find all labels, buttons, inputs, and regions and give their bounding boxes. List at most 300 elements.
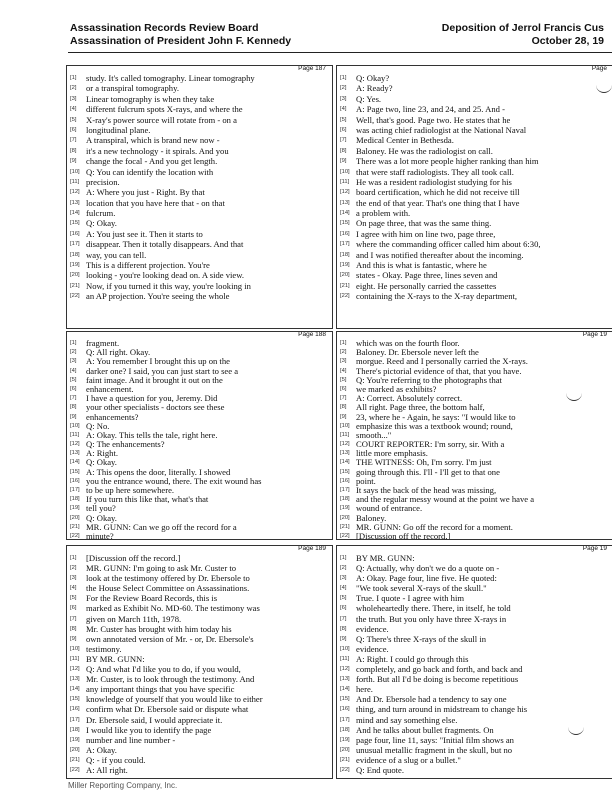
line-text: MR. GUNN: Go off the record for a moment.: [356, 522, 513, 532]
line-number: [10]: [70, 168, 80, 175]
line-text: Q: Actually, why don't we do a quote on -: [356, 563, 500, 574]
transcript-line: [337, 281, 612, 291]
line-number: [18]: [70, 496, 80, 503]
line-number: [20]: [70, 746, 80, 753]
transcript-line: [67, 431, 332, 440]
transcript-line: [67, 187, 332, 197]
line-number: [14]: [340, 210, 350, 217]
line-text: MR. GUNN: I'm going to ask Mr. Custer to: [86, 563, 237, 574]
line-number: [8]: [340, 404, 347, 411]
line-number: [13]: [70, 450, 80, 457]
transcript-line: [67, 198, 332, 208]
transcript-line: [337, 684, 612, 694]
transcript-page-right-bottom: [336, 545, 612, 779]
line-number: [21]: [70, 282, 80, 289]
line-text: testimony.: [86, 643, 122, 654]
line-number: [17]: [340, 241, 350, 248]
transcript-line: [337, 765, 612, 775]
line-number: [22]: [70, 532, 80, 539]
page-number-label: Page 19: [582, 331, 607, 338]
line-text: little more emphasis.: [356, 449, 428, 459]
transcript-line: [337, 218, 612, 228]
transcript-line: [67, 694, 332, 704]
line-number: [1]: [340, 555, 347, 561]
line-number: [1]: [340, 340, 347, 346]
line-number: [5]: [70, 595, 77, 602]
transcript-line: [67, 553, 332, 563]
line-number: [19]: [340, 736, 350, 743]
line-number: [3]: [70, 358, 77, 365]
line-text: where the commanding officer called him about 6:30,: [356, 239, 541, 250]
line-text: wholeheartedly there. There, in itself, he told: [356, 603, 511, 614]
line-number: [5]: [70, 376, 77, 383]
line-text: a problem with.: [356, 208, 411, 219]
transcript-line: [67, 593, 332, 603]
line-number: [12]: [340, 441, 350, 448]
line-number: [9]: [70, 158, 77, 165]
transcript-line: [337, 735, 612, 745]
line-text: Q: All right. Okay.: [86, 348, 151, 358]
line-text: A: You remember I brought this up on the: [86, 357, 230, 367]
line-text: mind and say something else.: [356, 714, 458, 725]
line-number: [8]: [70, 625, 77, 632]
line-text: study. It's called tomography. Linear tomography: [86, 73, 255, 83]
line-text: tell you?: [86, 504, 116, 514]
transcript-line: [337, 208, 612, 218]
transcript-line: [337, 198, 612, 208]
line-number: [11]: [70, 431, 80, 438]
line-text: Q: No.: [86, 421, 110, 431]
line-number: [8]: [70, 147, 77, 154]
line-number: [21]: [340, 756, 350, 763]
line-text: And Dr. Ebersole had a tendency to say one: [356, 694, 507, 705]
transcript-line: [67, 664, 332, 674]
line-number: [15]: [340, 468, 350, 475]
line-text: evidence of a slug or a bullet.": [356, 754, 461, 765]
line-text: number and line number -: [86, 734, 176, 745]
transcript-line: [67, 583, 332, 593]
footer-reporter: Miller Reporting Company, Inc.: [68, 781, 178, 790]
transcript-line: [67, 104, 332, 114]
line-text: any important things that you have specific: [86, 684, 235, 695]
line-text: I have a question for you, Jeremy. Did: [86, 394, 218, 404]
line-text: here.: [356, 684, 373, 695]
line-number: [16]: [70, 706, 80, 713]
line-text: precision.: [86, 176, 120, 187]
transcript-line: [337, 94, 612, 104]
transcript-line: [67, 348, 332, 357]
line-number: [16]: [70, 477, 80, 484]
line-text: we marked as exhibits?: [356, 384, 437, 394]
header-date: October 28, 19: [531, 35, 604, 47]
line-number: [1]: [70, 340, 77, 346]
transcript-line: [67, 745, 332, 755]
line-number: [22]: [340, 532, 350, 539]
transcript-line: [337, 339, 612, 348]
transcript-line: [337, 674, 612, 684]
line-number: [19]: [340, 262, 350, 269]
line-text: There was a lot more people higher ranking than him: [356, 156, 539, 167]
transcript-line: [67, 270, 332, 280]
line-number: [10]: [340, 645, 350, 652]
line-number: [2]: [340, 565, 347, 572]
transcript-lines: [67, 339, 332, 540]
line-number: [7]: [340, 395, 347, 402]
line-text: If you turn this like that, what's that: [86, 495, 209, 505]
line-text: Q: Okay.: [86, 513, 117, 523]
line-text: He was a resident radiologist studying for his: [356, 176, 512, 187]
transcript-line: [67, 468, 332, 477]
line-number: [11]: [70, 178, 80, 185]
line-number: [12]: [340, 666, 350, 673]
line-number: [4]: [70, 367, 77, 374]
transcript-line: [337, 115, 612, 125]
line-text: A: Okay. This tells the tale, right here.: [86, 430, 218, 440]
line-text: unusual metallic fragment in the skull, but no: [356, 744, 513, 755]
transcript-line: [67, 125, 332, 135]
transcript-line: [67, 573, 332, 583]
page-number-label: Page: [591, 65, 607, 72]
line-text: that were staff radiologists. They all took call.: [356, 166, 514, 177]
transcript-line: [67, 614, 332, 624]
line-text: This is a different projection. You're: [86, 260, 210, 271]
page-number-label: Page 189: [298, 545, 326, 552]
line-text: fragment.: [86, 339, 120, 348]
line-number: [7]: [70, 615, 77, 622]
transcript-line: [337, 156, 612, 166]
line-number: [9]: [70, 413, 77, 420]
line-number: [12]: [340, 189, 350, 196]
line-text: All right. Page three, the bottom half,: [356, 403, 485, 413]
transcript-page-right-top: [336, 65, 612, 329]
line-number: [2]: [70, 85, 77, 92]
line-text: states - Okay. Page three, lines seven and: [356, 270, 498, 281]
line-text: fulcrum.: [86, 208, 116, 219]
line-text: A: Right.: [86, 449, 118, 459]
line-text: darker one? I said, you can just start to see a: [86, 366, 239, 376]
line-text: going through this. I'll - I'll get to that one: [356, 467, 500, 477]
line-text: I would like you to identify the page: [86, 724, 212, 735]
transcript-line: [67, 208, 332, 218]
line-text: Baloney. He was the radiologist on call.: [356, 145, 493, 156]
transcript-line: [337, 260, 612, 270]
transcript-line: [67, 239, 332, 249]
transcript-page-187: [66, 65, 333, 329]
line-text: Q: - if you could.: [86, 754, 146, 765]
transcript-line: [67, 495, 332, 504]
transcript-line: [337, 291, 612, 301]
line-text: Dr. Ebersole said, I would appreciate it.: [86, 714, 223, 725]
line-text: evidence.: [356, 623, 389, 634]
transcript-line: [337, 664, 612, 674]
line-text: On page three, that was the same thing.: [356, 218, 492, 229]
line-number: [11]: [340, 178, 350, 185]
line-number: [15]: [70, 468, 80, 475]
line-number: [3]: [340, 575, 347, 582]
transcript-line: [67, 229, 332, 239]
line-text: enhancements?: [86, 412, 139, 422]
line-text: it's a new technology - it spirals. And you: [86, 145, 229, 156]
line-text: A: Right. I could go through this: [356, 653, 469, 664]
transcript-line: [67, 755, 332, 765]
line-text: Baloney.: [356, 513, 387, 523]
line-text: the truth. But you only have three X-rays in: [356, 613, 507, 624]
line-number: [21]: [340, 282, 350, 289]
line-number: [16]: [340, 477, 350, 484]
transcript-line: [337, 167, 612, 177]
line-text: A: Page two, line 23, and 24, and 25. And -: [356, 104, 505, 115]
line-text: THE WITNESS: Oh, I'm sorry. I'm just: [356, 458, 492, 468]
transcript-line: [337, 486, 612, 495]
line-text: longitudinal plane.: [86, 124, 151, 135]
line-number: [6]: [340, 605, 347, 612]
line-text: an AP projection. You're seeing the whole: [86, 291, 230, 302]
transcript-line: [337, 715, 612, 725]
line-number: [4]: [70, 585, 77, 592]
transcript-line: [337, 422, 612, 431]
line-text: enhancement.: [86, 384, 134, 394]
line-text: you the entrance wound, there. The exit wound has: [86, 476, 262, 486]
transcript-line: [67, 624, 332, 634]
line-number: [10]: [340, 168, 350, 175]
line-number: [6]: [70, 605, 77, 612]
line-number: [13]: [70, 676, 80, 683]
line-number: [6]: [340, 126, 347, 133]
transcript-page-right-middle: [336, 331, 612, 540]
line-number: [15]: [340, 696, 350, 703]
line-text: morgue. Reed and I personally carried the X-rays.: [356, 357, 528, 367]
line-text: way, you can tell.: [86, 249, 147, 260]
line-number: [14]: [340, 686, 350, 693]
transcript-line: [337, 135, 612, 145]
line-text: eight. He personally carried the cassettes: [356, 280, 497, 291]
line-number: [9]: [340, 413, 347, 420]
transcript-line: [337, 563, 612, 573]
transcript-line: [337, 745, 612, 755]
line-number: [21]: [340, 523, 350, 530]
line-number: [5]: [340, 595, 347, 602]
line-number: [11]: [70, 655, 80, 662]
line-text: Q: Okay.: [86, 458, 117, 468]
transcript-line: [337, 458, 612, 467]
line-text: evidence.: [356, 643, 389, 654]
line-number: [9]: [340, 158, 347, 165]
line-text: different fulcrum spots X-rays, and where the: [86, 104, 243, 115]
line-number: [20]: [340, 514, 350, 521]
transcript-line: [337, 367, 612, 376]
line-text: was acting chief radiologist at the National Naval: [356, 124, 527, 135]
header-case-title: Assassination of President John F. Kennedy: [70, 35, 292, 47]
line-number: [16]: [340, 230, 350, 237]
line-number: [12]: [70, 189, 80, 196]
transcript-line: [337, 553, 612, 563]
line-text: Q: Yes.: [356, 93, 382, 104]
line-number: [5]: [70, 116, 77, 123]
line-text: A: You just see it. Then it starts to: [86, 228, 203, 239]
line-number: [22]: [70, 293, 80, 300]
transcript-line: [337, 504, 612, 513]
line-text: the House Select Committee on Assassinations.: [86, 583, 250, 594]
line-text: completely, and go back and forth, and back and: [356, 664, 523, 675]
transcript-line: [67, 218, 332, 228]
line-number: [18]: [70, 726, 80, 733]
line-text: board certification, which he did not receive till: [356, 187, 520, 198]
line-text: A: Correct. Absolutely correct.: [356, 394, 463, 404]
line-number: [13]: [70, 199, 80, 206]
line-text: thing, and turn around in midstream to change his: [356, 704, 528, 715]
line-text: [Discussion off the record.]: [356, 531, 451, 540]
transcript-line: [337, 624, 612, 634]
line-number: [20]: [340, 746, 350, 753]
line-number: [20]: [70, 514, 80, 521]
line-number: [17]: [70, 716, 80, 723]
line-text: disappear. Then it totally disappears. And that: [86, 239, 244, 250]
transcript-line: [337, 250, 612, 260]
transcript-line: [67, 115, 332, 125]
line-text: and the regular messy wound at the point we have a: [356, 495, 535, 505]
header-board-title: Assassination Records Review Board: [70, 22, 259, 34]
line-number: [21]: [70, 523, 80, 530]
transcript-line: [67, 339, 332, 348]
line-text: faint image. And it brought it out on the: [86, 375, 223, 385]
transcript-line: [67, 532, 332, 540]
line-text: confirm what Dr. Ebersole said or dispute what: [86, 704, 249, 715]
line-text: the end of that year. That's one thing that I have: [356, 197, 520, 208]
line-text: wound of entrance.: [356, 504, 423, 514]
transcript-line: [67, 523, 332, 532]
header-divider: [68, 52, 612, 53]
line-number: [7]: [70, 395, 77, 402]
line-number: [18]: [340, 496, 350, 503]
transcript-line: [67, 684, 332, 694]
line-number: [20]: [70, 272, 80, 279]
transcript-line: [67, 94, 332, 104]
line-number: [18]: [70, 251, 80, 258]
line-text: Q: End quote.: [356, 764, 404, 775]
line-text: Q: Okay?: [356, 73, 390, 83]
line-text: There's pictorial evidence of that, that you have.: [356, 366, 522, 376]
line-text: Q: The enhancements?: [86, 440, 165, 450]
transcript-line: [67, 167, 332, 177]
line-number: [1]: [70, 555, 77, 561]
line-text: Q: You can identify the location with: [86, 166, 214, 177]
line-number: [18]: [340, 726, 350, 733]
line-text: COURT REPORTER: I'm sorry, sir. With a: [356, 440, 505, 450]
transcript-line: [337, 603, 612, 613]
line-text: change the focal - And you get length.: [86, 156, 218, 167]
header-deposition-title: Deposition of Jerrol Francis Cus: [441, 22, 604, 34]
line-text: "We took several X-rays of the skull.": [356, 583, 487, 594]
line-text: True. I quote - I agree with him: [356, 593, 465, 604]
line-text: point.: [356, 476, 376, 486]
line-number: [6]: [70, 126, 77, 133]
transcript-line: [67, 644, 332, 654]
transcript-line: [67, 291, 332, 301]
line-text: your other specialists - doctors see these: [86, 403, 225, 413]
line-number: [12]: [70, 666, 80, 673]
transcript-line: [67, 765, 332, 775]
line-number: [12]: [70, 441, 80, 448]
transcript-line: [337, 614, 612, 624]
transcript-line: [67, 385, 332, 394]
line-text: and I was notified thereafter about the incoming.: [356, 249, 524, 260]
transcript-line: [67, 504, 332, 513]
line-text: For the Review Board Records, this is: [86, 593, 218, 604]
transcript-line: [337, 644, 612, 654]
line-number: [18]: [340, 251, 350, 258]
transcript-line: [337, 532, 612, 540]
line-number: [13]: [340, 199, 350, 206]
line-number: [1]: [340, 75, 347, 81]
line-number: [8]: [340, 625, 347, 632]
transcript-line: [67, 73, 332, 83]
transcript-page-188: [66, 331, 333, 540]
transcript-line: [67, 654, 332, 664]
line-text: or a transpiral tomography.: [86, 83, 179, 94]
line-number: [15]: [340, 220, 350, 227]
line-text: Mr. Custer has brought with him today his: [86, 623, 232, 634]
line-number: [10]: [70, 422, 80, 429]
line-text: And this is what is fantastic, where he: [356, 260, 487, 271]
line-number: [3]: [70, 575, 77, 582]
line-text: BY MR. GUNN:: [86, 653, 145, 664]
line-number: [21]: [70, 756, 80, 763]
transcript-line: [67, 403, 332, 412]
line-text: marked as Exhibit No. MD-60. The testimony was: [86, 603, 260, 614]
line-text: Q: There's three X-rays of the skull in: [356, 633, 487, 644]
line-number: [14]: [70, 686, 80, 693]
line-text: look at the testimony offered by Dr. Ebersole to: [86, 573, 250, 584]
transcript-line: [337, 431, 612, 440]
line-number: [13]: [340, 450, 350, 457]
transcript-line: [337, 73, 612, 83]
transcript-line: [67, 135, 332, 145]
transcript-lines: [337, 339, 612, 540]
transcript-line: [337, 694, 612, 704]
line-number: [8]: [340, 147, 347, 154]
line-text: A: Okay.: [86, 744, 117, 755]
line-number: [20]: [340, 272, 350, 279]
line-number: [9]: [340, 635, 347, 642]
transcript-line: [337, 403, 612, 412]
line-text: A: This opens the door, literally. I showed: [86, 467, 231, 477]
transcript-line: [67, 715, 332, 725]
line-text: to be up here somewhere.: [86, 486, 175, 495]
line-number: [2]: [340, 85, 347, 92]
line-text: which was on the fourth floor.: [356, 339, 460, 348]
page-number-label: Page 19: [582, 545, 607, 552]
line-text: containing the X-rays to the X-ray department,: [356, 291, 518, 302]
transcript-line: [337, 83, 612, 93]
line-number: [3]: [340, 358, 347, 365]
line-number: [4]: [340, 106, 347, 113]
line-text: MR. GUNN: Can we go off the record for a: [86, 522, 237, 532]
transcript-line: [67, 449, 332, 458]
transcript-line: [337, 440, 612, 449]
line-number: [9]: [70, 635, 77, 642]
line-text: knowledge of yourself that you would like to either: [86, 694, 263, 705]
line-text: Linear tomography is when they take: [86, 93, 215, 104]
line-number: [14]: [70, 459, 80, 466]
transcript-line: [337, 449, 612, 458]
transcript-line: [67, 413, 332, 422]
transcript-line: [337, 357, 612, 366]
line-number: [15]: [70, 696, 80, 703]
transcript-line: [67, 394, 332, 403]
transcript-line: [337, 104, 612, 114]
line-number: [17]: [340, 716, 350, 723]
transcript-line: [67, 83, 332, 93]
